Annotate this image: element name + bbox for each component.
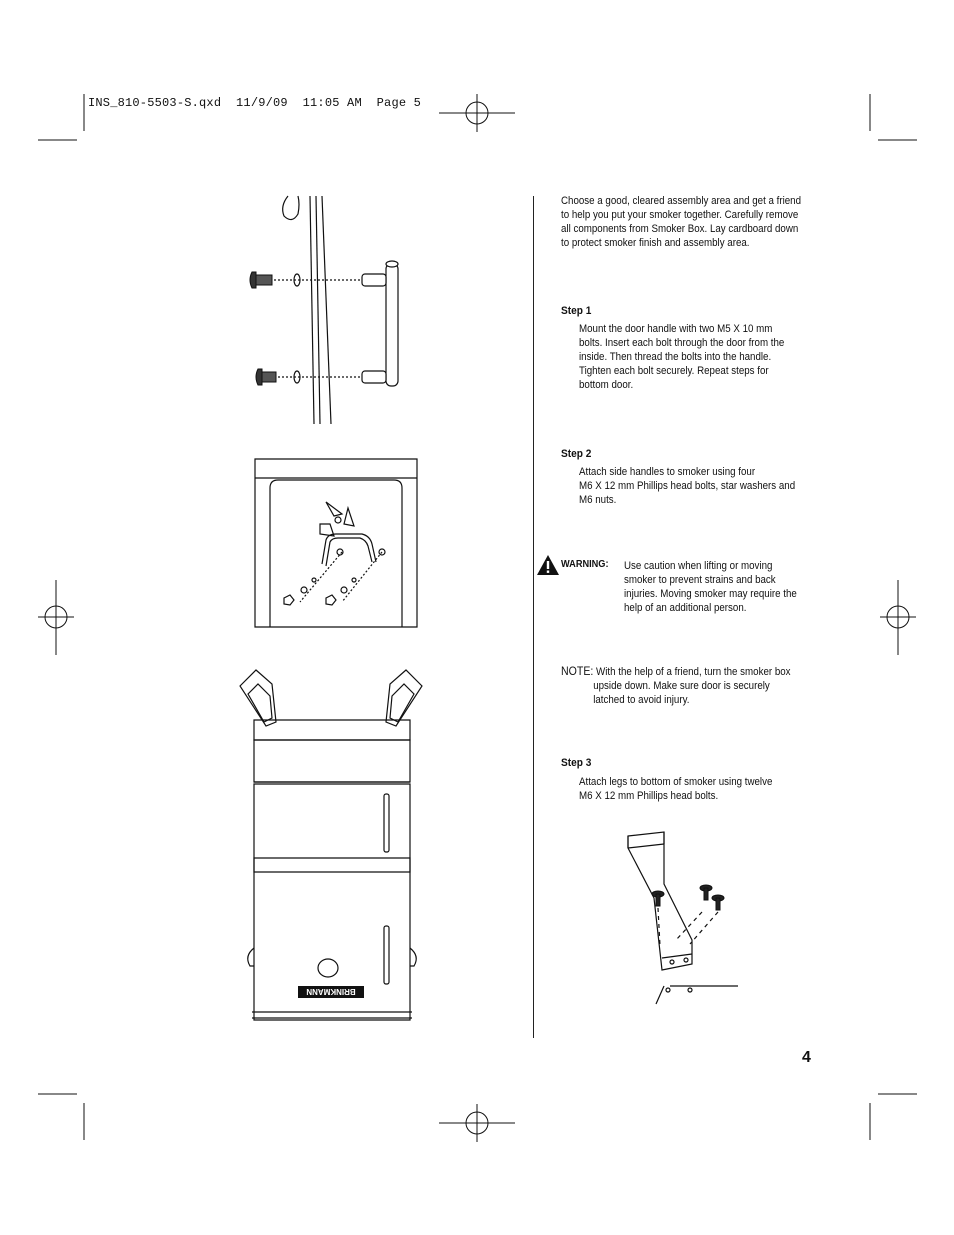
warning-icon bbox=[536, 554, 560, 576]
smoker-upside-down-illustration bbox=[236, 666, 426, 1026]
registration-target-top bbox=[439, 94, 515, 132]
note-line: upside down. Make sure door is securely bbox=[593, 680, 770, 692]
warning-label: WARNING: bbox=[561, 559, 609, 570]
registration-target-left bbox=[38, 580, 74, 655]
warning-line: smoker to prevent strains and back bbox=[624, 574, 776, 586]
file-slug-line: INS_810-5503-S.qxd 11/9/09 11:05 AM Page 5 bbox=[88, 96, 422, 110]
registration-target-bottom bbox=[439, 1104, 515, 1142]
step2-line: M6 nuts. bbox=[579, 494, 617, 506]
door-handle-illustration bbox=[240, 194, 410, 426]
step2-line: M6 X 12 mm Phillips head bolts, star washers and bbox=[579, 480, 796, 492]
intro-line: all components from Smoker Box. Lay cardboard down bbox=[561, 223, 799, 235]
registration-target-right bbox=[880, 580, 916, 655]
page-number: 4 bbox=[802, 1049, 811, 1066]
step1-line: bolts. Insert each bolt through the door from the bbox=[579, 337, 785, 349]
warning-line: help of an additional person. bbox=[624, 602, 747, 614]
intro-line: to protect smoker finish and assembly area. bbox=[561, 237, 750, 249]
step3-heading: Step 3 bbox=[561, 757, 592, 769]
intro-line: to help you put your smoker together. Carefully remove bbox=[561, 209, 799, 221]
step2-body bbox=[579, 465, 837, 507]
step3-line: Attach legs to bottom of smoker using twelve bbox=[579, 776, 773, 788]
step1-line: Mount the door handle with two M5 X 10 mm bbox=[579, 323, 773, 335]
step1-line: bottom door. bbox=[579, 379, 634, 391]
note-first-line bbox=[561, 665, 828, 679]
brand-logo-text: BRINKMANN bbox=[306, 987, 356, 996]
step2-line: Attach side handles to smoker using four bbox=[579, 466, 756, 478]
note-line: latched to avoid injury. bbox=[593, 694, 690, 706]
step1-body bbox=[579, 322, 837, 392]
step1-line: inside. Then thread the bolts into the handle. bbox=[579, 351, 772, 363]
column-divider bbox=[533, 196, 534, 1038]
note-block bbox=[561, 665, 828, 707]
note-label: NOTE: bbox=[561, 666, 594, 678]
side-handle-illustration bbox=[254, 458, 420, 628]
note-line: With the help of a friend, turn the smoker box bbox=[596, 666, 791, 678]
warning-line: Use caution when lifting or moving bbox=[624, 560, 773, 572]
step1-line: Tighten each bolt securely. Repeat steps for bbox=[579, 365, 769, 377]
warning-line: injuries. Moving smoker may require the bbox=[624, 588, 797, 600]
intro-line: Choose a good, cleared assembly area and get a friend bbox=[561, 195, 802, 207]
intro-paragraph bbox=[561, 194, 837, 250]
step3-body bbox=[579, 775, 837, 803]
leg-attachment-illustration bbox=[620, 828, 742, 1010]
step2-heading: Step 2 bbox=[561, 448, 592, 460]
step3-line: M6 X 12 mm Phillips head bolts. bbox=[579, 790, 719, 802]
warning-body bbox=[624, 559, 826, 615]
step1-heading: Step 1 bbox=[561, 305, 592, 317]
